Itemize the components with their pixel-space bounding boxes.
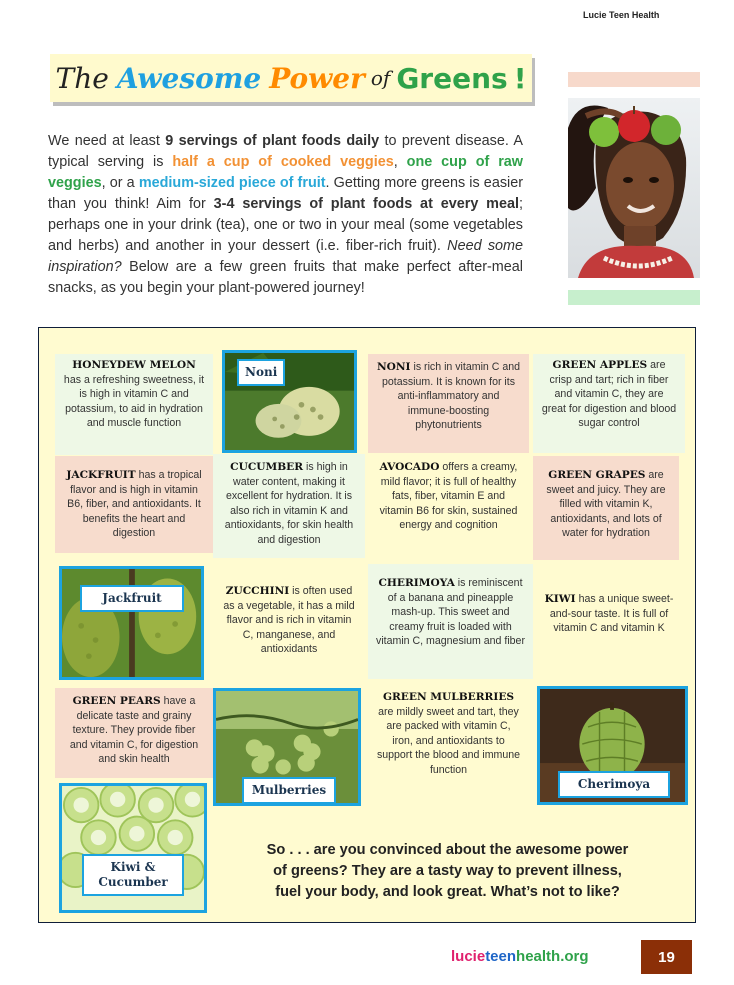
label-kiwi-cucumber: Kiwi & Cucumber: [82, 854, 184, 896]
title-the: The: [55, 61, 109, 95]
portrait-photo: [568, 98, 700, 278]
cell-jackfruit: JACKFRUIT has a tropical flavor and is high in vitamin B6, fiber, and antioxidants. It benefits the heart and digestion: [55, 456, 213, 553]
cell-green-apples: GREEN APPLES are crisp and tart; rich in fiber and vitamin C, they are great for digestion and blood sugar control: [533, 354, 685, 453]
photo-mulberries: [213, 688, 361, 806]
cell-kiwi: KIWI has a unique sweet-and-sour taste. It is full of vitamin C and vitamin K: [544, 593, 674, 635]
brand-name: Lucie Teen Health: [583, 10, 660, 20]
decor-band-top: [568, 72, 700, 87]
cell-zucchini: ZUCCHINI is often used as a vegetable, it has a mild flavor and is rich in vitamin C, manganese, and antioxidants: [223, 585, 355, 656]
label-cherimoya: Cherimoya: [558, 771, 670, 798]
footer-website[interactable]: lucieteenhealth.org: [451, 948, 589, 965]
cell-green-grapes: GREEN GRAPES are sweet and juicy. They are filled with vitamin K, antioxidants, and lots of water for hydration: [533, 456, 679, 560]
title-exclamation: !: [513, 61, 527, 95]
photo-cherimoya: [537, 686, 688, 805]
title-of: of: [370, 66, 391, 90]
photo-kiwi-cucumber: [59, 783, 207, 913]
cell-green-pears: GREEN PEARS have a delicate taste and grainy texture. They provide fiber and vitamin C, for digestion and skin health: [55, 688, 213, 778]
decor-band-bottom: [568, 290, 700, 305]
label-noni: Noni: [237, 359, 285, 386]
photo-jackfruit: [59, 566, 204, 680]
cell-green-mulberries: GREEN MULBERRIES are mildly sweet and tart, they are packed with vitamin C, iron, and antioxidants to support the blood and immune function: [376, 691, 521, 776]
title-power: Power: [269, 61, 365, 95]
cell-cucumber: CUCUMBER is high in water content, making it excellent for hydration. It is also rich in vitamin K and antioxidants, for skin health and digestion: [213, 454, 365, 558]
cell-avocado: AVOCADO offers a creamy, mild flavor; it is full of healthy fats, fiber, vitamin E and vitamin B6 for skin, sustained energy and cognition: [379, 461, 518, 532]
cell-cherimoya: CHERIMOYA is reminiscent of a banana and pineapple mash-up. This sweet and creamy fruit is loaded with vitamin C, magnesium and fiber: [368, 564, 533, 679]
cell-noni: NONI is rich in vitamin C and potassium. It is known for its anti-inflammatory and immune-boosting phytonutrients: [368, 354, 529, 453]
label-mulberries: Mulberries: [242, 777, 336, 804]
intro-paragraph: We need at least 9 servings of plant foods daily to prevent disease. A typical serving is half a cup of cooked veggies, one cup of raw veggies, or a medium-sized piece of fruit. Getting more greens is easier than you think! Aim for 3-4 servings of plant foods at every meal; perhaps one in your drink (tea), one or two in your meal (some vegetables and herbs) and another in your dessert (i.e. fiber-rich fruit). Need some inspiration? Below are a few green fruits that make perfect after-meal snacks, as you begin your plant-powered journey!: [48, 133, 524, 296]
fruit-grid-panel: [38, 327, 696, 923]
page-number: 19: [641, 940, 692, 974]
title-awesome: Awesome: [116, 61, 262, 95]
title-greens: Greens: [396, 61, 508, 95]
page-title: [50, 54, 532, 102]
cell-honeydew-melon: HONEYDEW MELON has a refreshing sweetness, it is high in vitamin C and potassium, to aid in hydration and muscle function: [55, 354, 213, 455]
label-jackfruit: Jackfruit: [80, 585, 184, 612]
closing-statement: So . . . are you convinced about the awesome power of greens? They are a tasty way to prevent illness, fuel your body, and look great. What’s not to like?: [266, 842, 629, 900]
photo-noni: [222, 350, 357, 453]
